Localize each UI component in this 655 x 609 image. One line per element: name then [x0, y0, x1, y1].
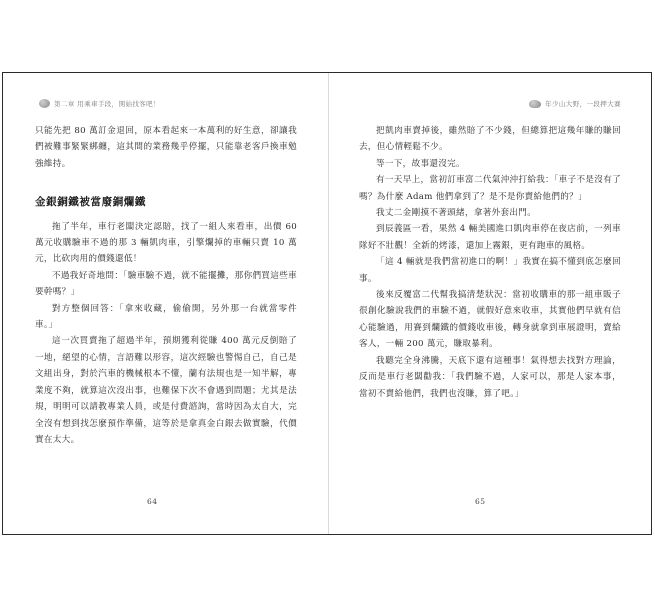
paragraph: 我聽完全身沸騰，天底下還有這種事！氣得想去找對方理論，反而是車行老闆勸我：「我們驗不過，人家可以，那是人家本事，當初不賣給他們，我們也沒賺，算了吧。」 [359, 355, 621, 399]
paragraph: 到辰義區一看，果然 4 輛美國進口凱肉車停在夜店前，一列車隊好不壯觀！全新的烤漆，還加上霧銀，更有跑車的風格。 [359, 224, 621, 251]
paragraph: 拖了半年，車行老闆決定認賠，找了一組人來看車，出價 60 萬元收購驗車不過的那 3 輛凱肉車，引擎爛掉的車輛只賣 10 萬元，比砍肉用的價錢還低！ [35, 221, 297, 265]
right-page [329, 73, 651, 534]
paragraph: 「這 4 輛就是我們當初進口的啊！」我實在搞不懂到底怎麼回事。 [359, 257, 621, 284]
paragraph: 不過我好奇地問：「驗車驗不過，就不能擺攤，那你們買這些車要幹嗎？」 [35, 270, 297, 298]
left-body-text [35, 123, 297, 448]
paragraph: 對方整個回答：「拿來收藏，偷偷開，另外那一台就當零件車。」 [35, 303, 297, 331]
right-running-header [525, 99, 621, 108]
paragraph: 把凱肉車賣掉後，雖然賠了不少錢，但總算把這幾年賺的賺回去，但心情輕鬆不少。 [359, 126, 621, 153]
left-page-number: 64 [147, 497, 158, 506]
paragraph: 我丈二金剛摸不著頭緒，拿著外套出門。 [376, 208, 537, 219]
paragraph: 等一下，故事還沒完。 [376, 158, 465, 169]
section-title: 金銀銅鐵被當廢銅爛鐵 [35, 196, 146, 209]
paragraph: 有一天早上，當初訂車富二代氣沖沖打給我：「車子不是沒有了嗎？為什麼 Adam 他們拿到了？是不是你賣給他們的？」 [359, 175, 621, 202]
right-page-number: 65 [475, 497, 486, 506]
right-header-text: 年少山大野，一段押大賽 [545, 100, 621, 108]
steering-wheel-icon [39, 99, 50, 108]
paragraph: 只能先把 80 萬訂金退回，原本看起來一本萬利的好生意，卻讓我們被難事緊緊綁纏，這其間的業務幾乎停擺，只能靠老客戶換車勉強維持。 [35, 126, 297, 169]
paragraph: 這一次買賣拖了超過半年，預期獲利從賺 400 萬元反倒賠了一地，絕望的心情，言語難以形容，這次經驗也警惕自己，自己是文組出身，對於汽車的機械根本不懂，蘭有法規也是一知半解，專業度不夠，就算這次沒出事，也難保下次不會遇到問題；尤其是法規，明明可以請教專業人員，或是付費諮詢，當時因為太自大，完全沒有想到找怎麼預作準備，這等於是拿真金白銀去做實驗，代價實在太大。 [35, 336, 297, 445]
left-page [3, 73, 327, 534]
car-icon [529, 100, 541, 108]
paragraph: 後來反覆富二代幫我搞清楚狀況：當初收購車的那一組車販子很創化驗說我們的車驗不過，就假好意來收車，其實他們早就有信心能驗過，用賽到爛鐵的價錢收車後，轉身就拿到車展證明，賣給客人，一輛 200 萬元，賺取暴利。 [359, 290, 621, 350]
left-running-header [35, 99, 160, 108]
right-body-text [359, 123, 621, 402]
left-header-text: 第二章 用乘車手段，開始找客吧！ [54, 100, 160, 108]
book-spread [2, 72, 652, 535]
